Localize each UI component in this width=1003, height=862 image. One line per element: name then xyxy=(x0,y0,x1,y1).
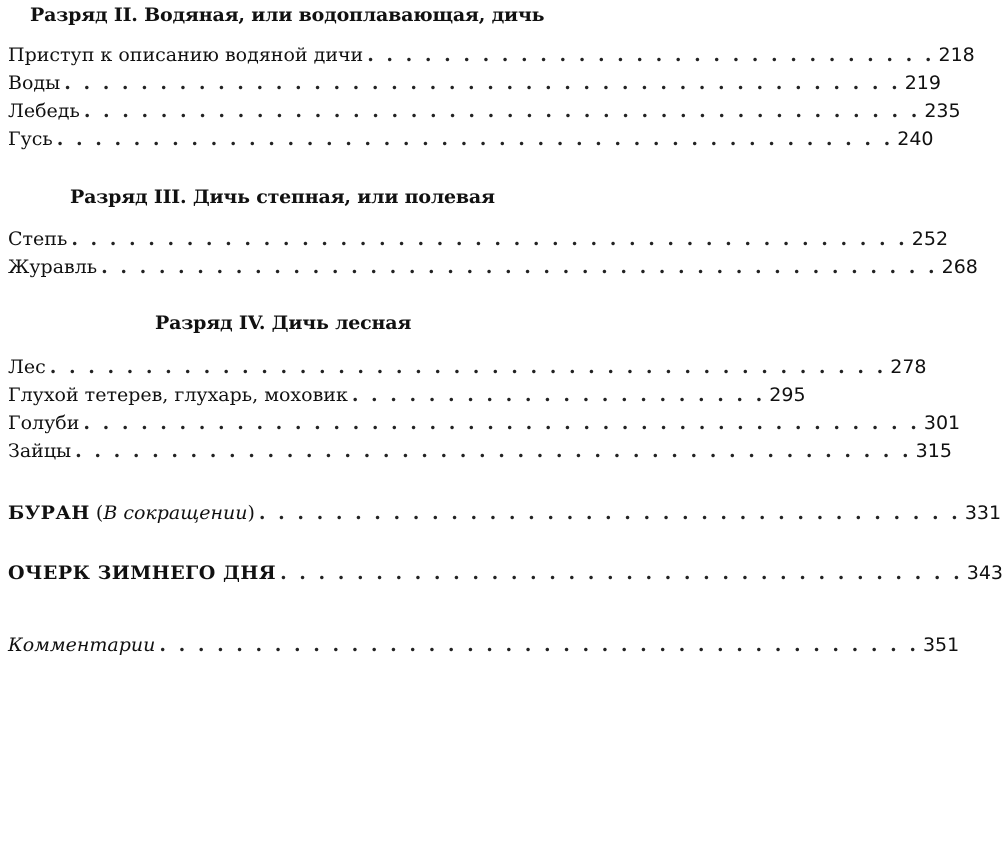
leader-dots: . . . . . . . . . . . . . . . . . . . . . . . . . . . . . . . . . . . . . . . . . . . . xyxy=(49,356,887,378)
toc-entry-label: ОЧЕРК ЗИМНЕГО ДНЯ xyxy=(8,562,277,584)
toc-entry-label: Зайцы xyxy=(8,440,72,462)
toc-entry-page: 252 xyxy=(911,228,949,250)
toc-entry-page: 278 xyxy=(890,356,927,378)
toc-entry-label: Комментарии xyxy=(8,634,156,656)
toc-entry-page: 315 xyxy=(915,440,952,462)
toc-entry-ocherk[interactable] xyxy=(8,562,1003,588)
leader-dots: . . . . . . . . . . . . . . . . . . . . . . . . . . . . . . . . . . . . . . . . . . . . xyxy=(101,256,938,278)
toc-entry[interactable] xyxy=(8,128,934,154)
leader-dots: . . . . . . . . . . . . . . . . . . . . . . . . . . . . . . . . . . . . . . . . . . . . xyxy=(56,128,894,150)
toc-entry-comments[interactable] xyxy=(8,634,960,660)
toc-entry-label: Степь xyxy=(8,228,68,250)
toc-entry-page: 268 xyxy=(941,256,978,278)
toc-entry-page: 218 xyxy=(938,44,975,66)
leader-dots: . . . . . . . . . . . . . . . . . . . . . . . . . . . . . . . . . . . . . . . . . . . . xyxy=(71,228,908,250)
toc-entry-page: 240 xyxy=(897,128,934,150)
toc-entry[interactable] xyxy=(8,228,949,254)
toc-entry-page: 295 xyxy=(769,384,806,406)
toc-entry-label: Голуби xyxy=(8,412,80,434)
toc-entry[interactable] xyxy=(8,356,927,382)
leader-dots: . . . . . . . . . . . . . . . . . . . . . . xyxy=(351,384,766,406)
toc-entry[interactable] xyxy=(8,256,978,282)
leader-dots: . . . . . . . . . . . . . . . . . . . . . . . . . . . . . . . . . . . . . . . . . . . . xyxy=(83,100,921,122)
leader-dots: . . . . . . . . . . . . . . . . . . . . . . . . . . . . . . . . . . . . . . . . . . . . xyxy=(83,412,920,434)
toc-entry-page: 331 xyxy=(964,502,1002,524)
toc-entry[interactable] xyxy=(8,100,961,126)
toc-entry-page: 343 xyxy=(966,562,1003,584)
leader-dots: . . . . . . . . . . . . . . . . . . . . . . . . . . . . . . . . . . . . . . . . . . . . xyxy=(64,72,901,94)
toc-entry-label: Глухой тетерев, глухарь, моховик xyxy=(8,384,348,406)
leader-dots: . . . . . . . . . . . . . . . . . . . . . . . . . . . . . . . . . . . . . . . . . . . . xyxy=(75,440,912,462)
toc-entry-label: Приступ к описанию водяной дичи xyxy=(8,44,364,66)
section-heading-4: Разряд IV. Дичь лесная xyxy=(155,312,412,334)
leader-dots: . . . . . . . . . . . . . . . . . . . . . . . . . . . . . . . . . . . . xyxy=(280,562,963,584)
toc-entry[interactable] xyxy=(8,44,975,70)
toc-entry[interactable] xyxy=(8,412,961,438)
leader-dots: . . . . . . . . . . . . . . . . . . . . . . . . . . . . . . xyxy=(367,44,935,66)
toc-entry-page: 301 xyxy=(923,412,961,434)
section-heading-2: Разряд II. Водяная, или водоплавающая, дичь xyxy=(30,4,545,26)
toc-entry-label: Журавль xyxy=(8,256,98,278)
toc-entry-page: 219 xyxy=(904,72,941,94)
toc-entry[interactable] xyxy=(8,384,806,410)
toc-entry-label: Гусь xyxy=(8,128,53,150)
toc-entry[interactable] xyxy=(8,440,952,466)
leader-dots: . . . . . . . . . . . . . . . . . . . . . . . . . . . . . . . . . . . . . . . . xyxy=(159,634,919,656)
buran-note: В сокращении xyxy=(103,502,248,524)
buran-title: БУРАН xyxy=(8,502,90,524)
toc-entry-buran[interactable] xyxy=(8,502,1002,528)
toc-entry-label: БУРАН (В сокращении) xyxy=(8,502,255,524)
toc-entry-label: Воды xyxy=(8,72,61,94)
leader-dots: . . . . . . . . . . . . . . . . . . . . . . . . . . . . . . . . . . . . . xyxy=(258,502,961,524)
toc-entry-page: 235 xyxy=(924,100,961,122)
section-heading-3: Разряд III. Дичь степная, или полевая xyxy=(70,186,495,208)
toc-entry-page: 351 xyxy=(922,634,960,656)
toc-entry-label: Лес xyxy=(8,356,46,378)
toc-entry-label: Лебедь xyxy=(8,100,80,122)
toc-entry[interactable] xyxy=(8,72,941,98)
